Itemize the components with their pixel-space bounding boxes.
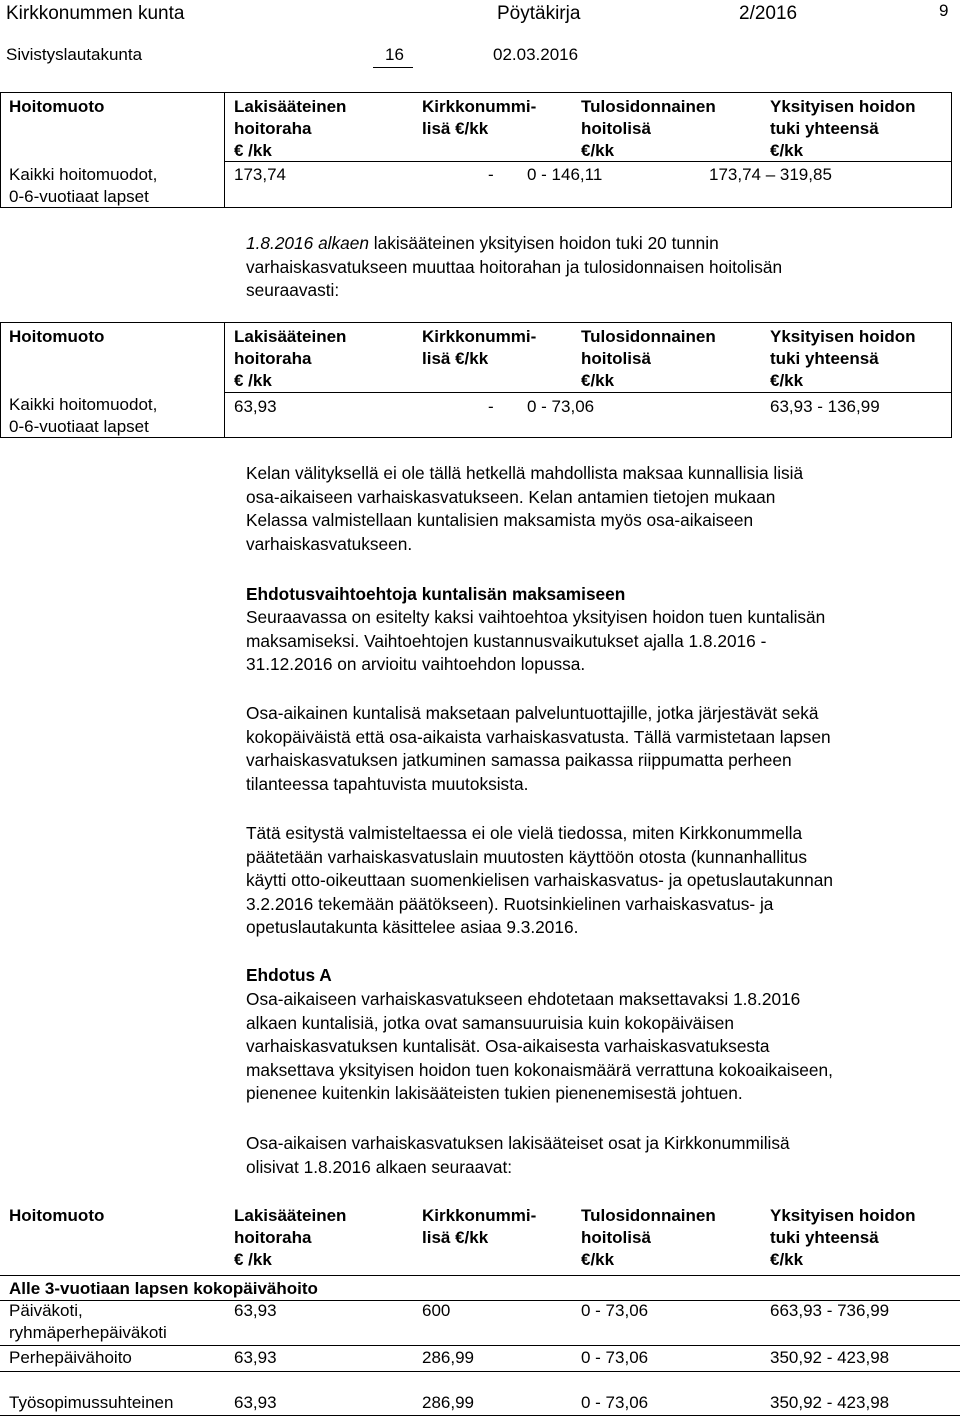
cell-hoitoraha: 63,93 — [234, 1348, 277, 1367]
cell-tulosidonnainen: 0 - 146,11 — [527, 165, 603, 184]
header-kirkkonummilisa: Kirkkonummi- lisä €/kk — [422, 97, 537, 138]
cell-tulosidonnainen: 0 - 73,06 — [527, 397, 595, 416]
cell-kirkkonummilisa: - — [488, 165, 494, 184]
header-hoitomuoto: Hoitomuoto — [9, 97, 105, 116]
header-tulosidonnainen: Tulosidonnainen hoitolisä €/kk — [581, 327, 716, 390]
paragraph-kela: Kelan välityksellä ei ole tällä hetkellä mahdollista maksaa kunnallisia lisiä osa-aikaiseen varhaiskasvatukseen. Kelan antamien tietojen mukaan Kelassa valmistellaan kuntalisien maksamista myös osa-aikaiseen varhaiskasvatukseen. — [246, 463, 804, 554]
heading-alternatives: Ehdotusvaihtoehtoja kuntalisän maksamiseen — [246, 584, 626, 604]
paragraph-preparation: Tätä esitystä valmisteltaessa ei ole vielä tiedossa, miten Kirkkonummella päätetään varhaiskasvatuslain muutosten käyttöön otosta (kunnanhallitus käytti otto-oikeuttaan suomenkielisen varhaiskasvatus- ja opetuslautakunnan 3.2.2016 tekemään päätökseen). Ruotsinkielinen varhaiskasvatus- ja opetuslautakunta käsittelee asiaa 9.3.2016. — [246, 823, 833, 937]
header-hoitomuoto: Hoitomuoto — [9, 1206, 105, 1225]
row-divider — [0, 1415, 960, 1416]
paragraph-proposal-a: Osa-aikaiseen varhaiskasvatukseen ehdotetaan maksettavaksi 1.8.2016 alkaen kuntalisiä, jotka ovat samansuuruisia kuin kokopäiväisen varhaiskasvatuksen kuntalisät. Osa-aikaisesta varhaiskasvatuksesta maksettava yksityisen hoidon tuen kokonaismäärä verrattuna kokoaikaiseen, pienenee kuitenkin lakisääteisten tukien pienenemisestä johtuen. — [246, 989, 833, 1103]
header-tulosidonnainen: Tulosidonnainen hoitolisä €/kk — [581, 1206, 716, 1269]
column-divider — [224, 322, 225, 438]
row-label-perhepaivahoito: Perhepäivähoito — [9, 1348, 132, 1367]
cell-hoitoraha: 63,93 — [234, 1393, 277, 1412]
doc-number: 2/2016 — [739, 3, 798, 24]
header-divider — [0, 1275, 960, 1276]
cell-tulosidonnainen: 0 - 73,06 — [581, 1393, 649, 1412]
group-label: Alle 3-vuotiaan lapsen kokopäivähoito — [9, 1279, 318, 1298]
column-divider — [224, 92, 225, 208]
header-kirkkonummilisa: Kirkkonummi- lisä €/kk — [422, 327, 537, 368]
cell-yhteensa: 350,92 - 423,98 — [770, 1393, 890, 1412]
cell-yhteensa: 350,92 - 423,98 — [770, 1348, 890, 1367]
cell-kirkkonummilisa: 600 — [422, 1301, 451, 1320]
paragraph-alternatives: Seuraavassa on esitelty kaksi vaihtoehtoa yksityisen hoidon tuen kuntalisän maksamiseksi. Vaihtoehtojen kustannusvaikutukset ajalla 1.8.2016 - 31.12.2016 on arvioitu vaihtoehdon lopussa. — [246, 607, 826, 674]
row-label: Kaikki hoitomuodot, 0-6-vuotiaat lapset — [9, 165, 158, 206]
cell-kirkkonummilisa: 286,99 — [422, 1348, 474, 1367]
cell-kirkkonummilisa: - — [488, 397, 494, 416]
board-name: Sivistyslautakunta — [6, 45, 143, 64]
header-yhteensa: Yksityisen hoidon tuki yhteensä €/kk — [770, 1206, 916, 1269]
section-number: 16 — [385, 45, 404, 64]
section-underline — [373, 67, 413, 68]
cell-yhteensa: 663,93 - 736,99 — [770, 1301, 890, 1320]
cell-yhteensa: 63,93 - 136,99 — [770, 397, 880, 416]
row-label-tyosopimus: Työsopimussuhteinen — [9, 1393, 174, 1412]
cell-hoitoraha: 63,93 — [234, 1301, 277, 1320]
header-hoitoraha: Lakisääteinen hoitoraha € /kk — [234, 327, 347, 390]
cell-kirkkonummilisa: 286,99 — [422, 1393, 474, 1412]
paragraph-part-time: Osa-aikainen kuntalisä maksetaan palveluntuottajille, jotka järjestävät sekä kokopäiväistä että osa-aikaista varhaiskasvatusta. Tällä varmistetaan lapsen varhaiskasvatuksen jatkuminen samassa paikassa riippumatta perheen tilanteessa tapahtuvista muutoksista. — [246, 703, 831, 794]
header-hoitoraha: Lakisääteinen hoitoraha € /kk — [234, 97, 347, 160]
cell-tulosidonnainen: 0 - 73,06 — [581, 1348, 649, 1367]
row-divider — [0, 1371, 960, 1372]
row-divider — [0, 1345, 960, 1346]
cell-tulosidonnainen: 0 - 73,06 — [581, 1301, 649, 1320]
cell-yhteensa: 173,74 – 319,85 — [709, 165, 832, 184]
header-yhteensa: Yksityisen hoidon tuki yhteensä €/kk — [770, 327, 916, 390]
cell-hoitoraha: 63,93 — [234, 397, 277, 416]
intro-paragraph — [246, 232, 946, 303]
header-hoitoraha: Lakisääteinen hoitoraha € /kk — [234, 1206, 347, 1269]
row-label-paivakoti: Päiväkoti, ryhmäperhepäiväkoti — [9, 1301, 167, 1342]
row-label: Kaikki hoitomuodot, 0-6-vuotiaat lapset — [9, 395, 158, 436]
org-name: Kirkkonummen kunta — [6, 3, 185, 24]
cell-hoitoraha: 173,74 — [234, 165, 286, 184]
meeting-date: 02.03.2016 — [493, 45, 579, 64]
intro-date: 1.8.2016 alkaen — [246, 233, 369, 253]
header-divider — [224, 392, 952, 393]
heading-proposal-a: Ehdotus A — [246, 965, 332, 985]
header-yhteensa: Yksityisen hoidon tuki yhteensä €/kk — [770, 97, 916, 160]
page-number: 9 — [939, 1, 949, 20]
header-kirkkonummilisa: Kirkkonummi- lisä €/kk — [422, 1206, 537, 1247]
intro-text: lakisääteinen yksityisen hoidon tuki 20 tunnin varhaiskasvatukseen muuttaa hoitorahan ja tulosidonnaisen hoitolisän seuraavasti: — [246, 233, 783, 300]
header-hoitomuoto: Hoitomuoto — [9, 327, 105, 346]
doc-type: Pöytäkirja — [497, 3, 581, 24]
header-tulosidonnainen: Tulosidonnainen hoitolisä €/kk — [581, 97, 716, 160]
paragraph-statutory: Osa-aikaisen varhaiskasvatuksen lakisääteiset osat ja Kirkkonummilisä olisivat 1.8.2016 alkaen seuraavat: — [246, 1133, 790, 1177]
